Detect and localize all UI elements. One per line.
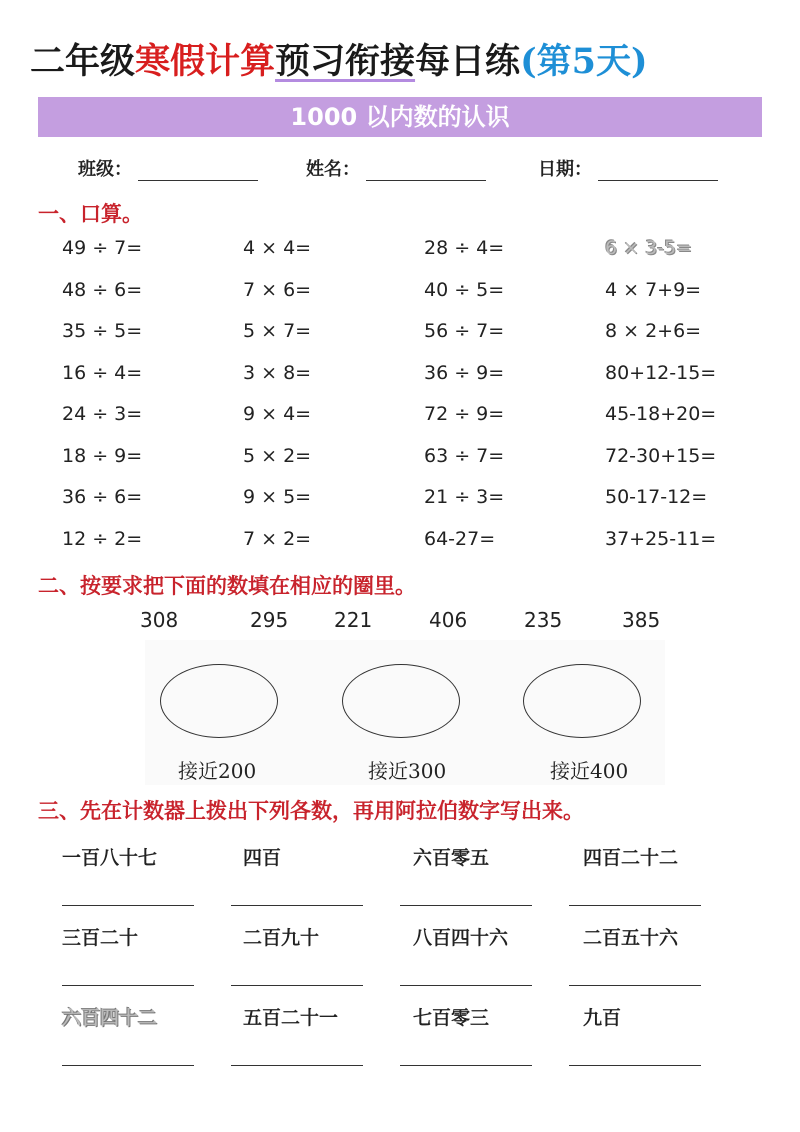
calc-problem: 80+12-15= [605,361,717,384]
answer-line[interactable] [569,985,701,986]
date-field[interactable] [538,155,718,181]
calc-problem: 4 × 7+9= [605,278,702,301]
calc-problem: 56 ÷ 7= [424,320,505,342]
chinese-number: 二百五十六 [583,927,679,949]
answer-oval[interactable] [523,664,641,738]
answer-line[interactable] [231,985,363,986]
section1-title: 一、口算。 [38,201,143,226]
class-label: 班级： [78,159,132,180]
title-grade: 二年级 [30,41,136,82]
page-title [30,32,775,92]
number-to-sort[interactable]: 295 [250,608,289,632]
calc-problem: 24 ÷ 3= [62,403,143,425]
number-to-sort[interactable]: 308 [140,608,179,632]
answer-line[interactable] [569,1065,701,1066]
answer-line[interactable] [231,905,363,906]
answer-line[interactable] [62,1065,194,1066]
number-to-sort[interactable]: 385 [622,608,661,632]
calc-problem: 36 ÷ 9= [424,361,505,384]
title-daily: 每日练 [415,41,521,82]
class-blank[interactable] [138,160,258,181]
calc-problem: 63 ÷ 7= [424,444,505,467]
oval-label: 接近300 [368,759,447,783]
name-label: 姓名： [306,159,360,180]
answer-oval[interactable] [342,664,460,738]
calc-problem: 4 × 4= [243,237,312,259]
calc-problem: 18 ÷ 9= [62,444,143,467]
calc-problem: 64-27= [424,527,496,550]
calc-problem: 37+25-11= [605,527,717,550]
calc-problem: 6 × 3-5= [605,237,693,259]
chinese-number: 二百九十 [243,927,320,949]
section2-title: 二、按要求把下面的数填在相应的圈里。 [38,573,416,598]
title-topic: 寒假计算 [135,41,276,82]
chinese-number: 六百四十二 [62,1007,158,1029]
chinese-number: 六百零五 [413,847,490,869]
calc-problem: 9 × 5= [243,486,312,508]
chinese-number: 四百二十二 [583,847,679,869]
answer-line[interactable] [62,905,194,906]
calc-problem: 35 ÷ 5= [62,320,143,342]
answer-line[interactable] [400,1065,532,1066]
calc-problem: 9 × 4= [243,403,312,425]
calc-problem: 40 ÷ 5= [424,278,505,301]
title-preview: 预习衔接 [275,41,416,82]
section3-title: 三、先在计数器上拨出下列各数，再用阿拉伯数字写出来。 [38,798,584,823]
calc-problem: 72-30+15= [605,444,717,467]
answer-line[interactable] [231,1065,363,1066]
calc-problem: 3 × 8= [243,361,312,384]
calc-problem: 36 ÷ 6= [62,486,143,508]
name-field[interactable] [306,155,486,181]
chinese-number: 八百四十六 [413,927,509,949]
chinese-number: 九百 [583,1007,622,1029]
answer-line[interactable] [62,985,194,986]
calc-problem: 21 ÷ 3= [424,486,505,508]
chinese-number: 一百八十七 [62,847,158,869]
student-info [0,155,800,185]
title-day: (第5天) [520,41,648,82]
calc-problem: 48 ÷ 6= [62,278,143,301]
number-to-sort[interactable]: 221 [334,608,373,632]
date-label: 日期： [538,159,592,180]
calc-problem: 45-18+20= [605,403,717,425]
number-to-sort[interactable]: 406 [429,608,468,632]
calc-problem: 8 × 2+6= [605,320,702,342]
oval-label: 接近400 [550,759,629,783]
class-field[interactable] [78,155,258,181]
calc-problem: 16 ÷ 4= [62,361,143,384]
calc-problem: 72 ÷ 9= [424,403,505,425]
answer-line[interactable] [400,985,532,986]
calc-problem: 7 × 2= [243,527,312,550]
calc-problem: 7 × 6= [243,278,312,301]
topic-banner: 1000 以内数的认识 [38,97,762,137]
chinese-number: 七百零三 [413,1007,490,1029]
oval-label: 接近200 [178,759,257,783]
calc-problem: 50-17-12= [605,486,708,508]
calc-problem: 5 × 7= [243,320,312,342]
number-to-sort[interactable]: 235 [524,608,563,632]
name-blank[interactable] [366,160,486,181]
calc-problem: 12 ÷ 2= [62,527,143,550]
answer-oval[interactable] [160,664,278,738]
answer-line[interactable] [400,905,532,906]
answer-line[interactable] [569,905,701,906]
calc-problem: 5 × 2= [243,444,312,467]
chinese-number: 五百二十一 [243,1007,339,1029]
chinese-number: 四百 [243,847,282,869]
date-blank[interactable] [598,160,718,181]
chinese-number: 三百二十 [62,927,139,949]
calc-problem: 28 ÷ 4= [424,237,505,259]
calc-problem: 49 ÷ 7= [62,237,143,259]
